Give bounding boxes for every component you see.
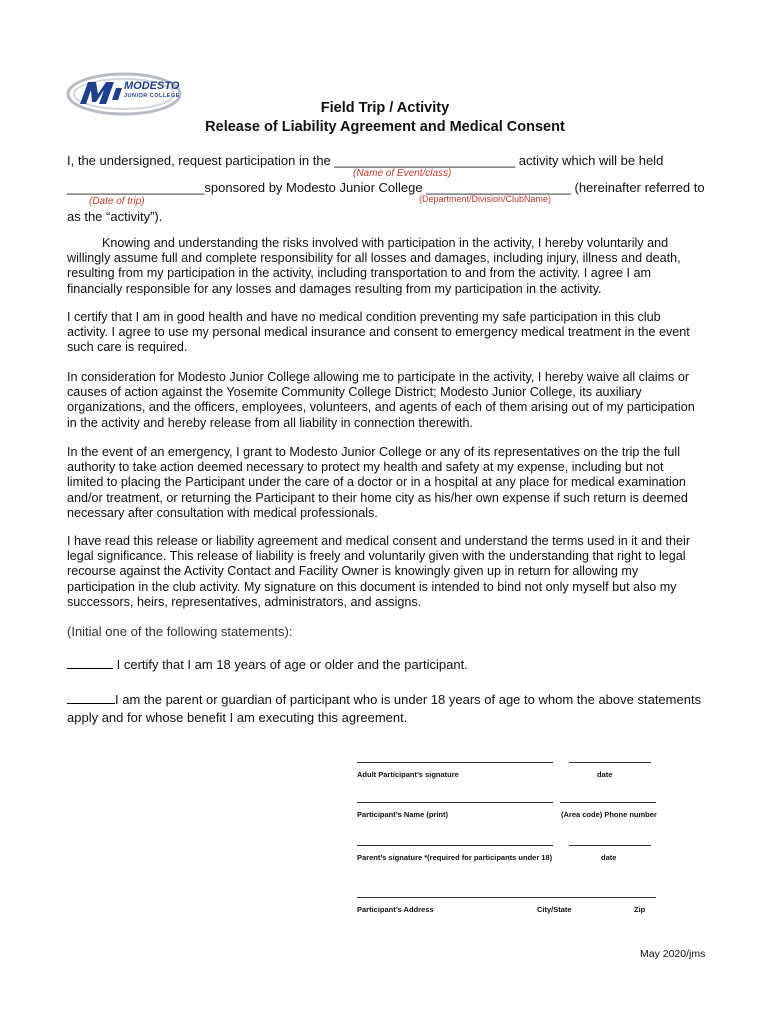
intro-line-1-prefix: I, the undersigned, request participation in the — [67, 153, 331, 168]
initial-prompt: (Initial one of the following statements): — [67, 624, 293, 639]
address-label: Participant’s Address — [357, 905, 434, 914]
adult-signature-label: Adult Participant’s signature — [357, 770, 459, 779]
statement-guardian-text: I am the parent or guardian of participant who is under 18 years of age to whom the above statements apply and for whose benefit I am executing this agreement. — [67, 692, 702, 725]
title-line-1: Field Trip / Activity — [320, 100, 450, 116]
intro-line-2 — [67, 180, 705, 195]
zip-label: Zip — [634, 905, 646, 914]
intro-line-2-mid: sponsored by Modesto Junior College — [204, 180, 423, 195]
date-label-1: date — [597, 770, 613, 779]
date-label-2: date — [601, 853, 617, 862]
paragraph-risks: Knowing and understanding the risks involved with participation in the activity, I hereby voluntarily and willingly assume full and complete responsibility for all losses and damages, including injury, illness and death, resulting from my participation in the activity, including transportation to and from the activity. I agree I am financially responsible for any losses and damages resulting from my participation in the activity. — [67, 236, 681, 296]
adult-signature-line[interactable] — [357, 762, 553, 763]
initial-blank-adult[interactable] — [67, 656, 113, 669]
phone-line[interactable] — [560, 802, 656, 803]
logo-subtitle: JUNIOR COLLEGE — [124, 93, 180, 99]
intro-line-1-suffix: activity which will be held — [518, 153, 664, 168]
city-state-label: City/State — [537, 905, 572, 914]
paragraph-waiver: In consideration for Modesto Junior College allowing me to participate in the activity, I hereby waive all claims or causes of action against the Yosemite Community College District; Modesto Junior College, its auxiliary organizations, and the officers, employees, volunteers, and agents of each of them arising out of my participation in the activity and hereby release from all liability in connection therewith. — [67, 370, 695, 430]
parent-signature-label: Parent’s signature *(required for participants under 18) — [357, 853, 553, 862]
event-blank[interactable]: _________________________ — [334, 153, 516, 168]
date-note: (Date of trip) — [89, 196, 145, 207]
intro-line-1 — [67, 153, 663, 168]
department-blank[interactable]: ____________________ — [426, 180, 571, 195]
intro-line-3: as the “activity”). — [67, 209, 163, 224]
parent-signature-line[interactable] — [357, 845, 553, 846]
statement-adult — [67, 656, 468, 672]
address-line[interactable] — [357, 897, 656, 898]
paragraph-acknowledgement: I have read this release or liability agreement and medical consent and understand the terms used in it and their legal significance. This release of liability is freely and voluntarily given with the understanding that right to legal recourse against the Activity Contact and Facility Owner is knowingly given up in return for allowing my participation in the club activity. My signature on this document is intended to bind not only myself but also my successors, heirs, representatives, administrators, and assigns. — [67, 534, 691, 609]
participant-name-label: Participant’s Name (print) — [357, 810, 448, 819]
footer-revision: May 2020/jms — [640, 948, 706, 960]
statement-guardian — [67, 691, 703, 727]
initial-blank-guardian[interactable] — [67, 691, 115, 704]
event-note: (Name of Event/class) — [353, 168, 452, 179]
phone-label: (Area code) Phone number — [561, 810, 657, 819]
paragraph-health: I certify that I am in good health and have no medical condition preventing my safe participation in this club activity. I agree to use my personal medical insurance and consent to emergency medical treatment in the event such care is required. — [67, 310, 690, 355]
logo-name: MODESTO — [124, 80, 180, 92]
date-line-2[interactable] — [569, 845, 651, 846]
date-blank[interactable]: ___________________ — [67, 180, 205, 195]
intro-line-2-suffix: (hereinafter referred to — [574, 180, 705, 195]
paragraph-emergency: In the event of an emergency, I grant to Modesto Junior College or any of its representatives on the trip the full authority to take action deemed necessary to protect my health and safety at my expense, including but not limited to placing the Participant under the care of a doctor or in a hospital at any place for medical examination and/or treatment, or returning the Participant to their home city as his/her own expense if such return is deemed necessary after consultation with medical professionals. — [67, 445, 688, 520]
participant-name-line[interactable] — [357, 802, 553, 803]
title-line-2: Release of Liability Agreement and Medical Consent — [205, 119, 565, 135]
statement-adult-text: I certify that I am 18 years of age or older and the participant. — [116, 657, 468, 672]
department-note: (Department/Division/ClubName) — [419, 194, 552, 204]
date-line-1[interactable] — [569, 762, 651, 763]
